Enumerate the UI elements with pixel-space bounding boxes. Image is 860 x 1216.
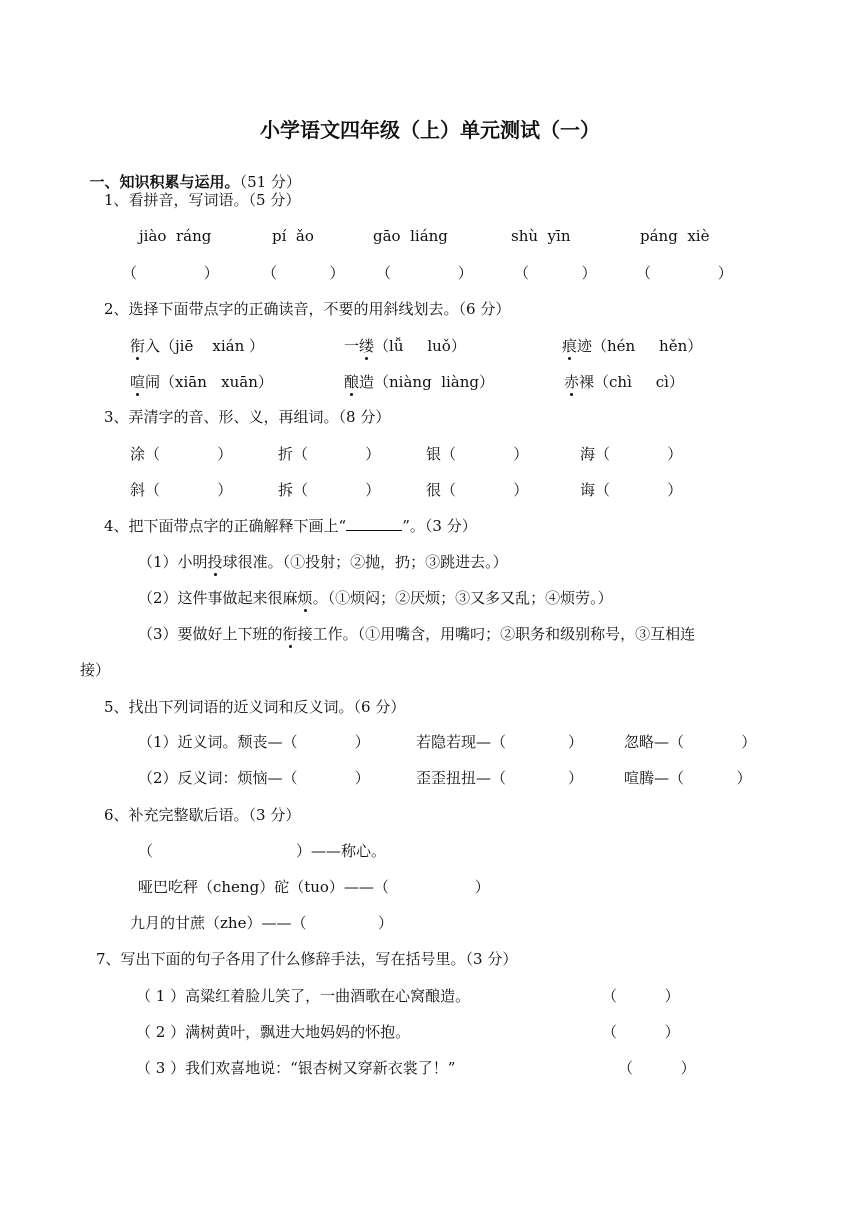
q7-item: （ 3 ）我们欢喜地说：“银杏树又穿新衣裳了！” [136, 1059, 456, 1077]
q3-answer[interactable]: （ ） [293, 445, 381, 463]
q1-pinyin-4: shù yīn [511, 227, 571, 245]
q3-item: 斜（ ） [130, 481, 233, 499]
q3-answer[interactable]: （ ） [293, 481, 381, 499]
q2-item: 赤裸（chì cì） [564, 373, 684, 391]
q1-answer-3[interactable]: （ ） [376, 264, 473, 282]
q4-prompt: 4、把下面带点字的正确解释下画上“ ”。（3 分） [104, 517, 477, 535]
q6-line-3: 九月的甘蔗（zhe）——（ ） [130, 914, 393, 932]
q3-answer[interactable]: （ ） [145, 481, 233, 499]
q5-row1-b: 若隐若现—（ ） [416, 733, 583, 751]
q7-prompt: 7、写出下面的句子各用了什么修辞手法，写在括号里。（3 分） [96, 950, 518, 968]
q1-answer-5[interactable]: （ ） [636, 264, 733, 282]
q7-answer[interactable]: （ ） [618, 1059, 696, 1077]
section-heading [80, 153, 301, 192]
q3-item: 诲（ ） [580, 481, 683, 499]
q1-prompt: 1、看拼音，写词语。（5 分） [104, 191, 301, 209]
q2-item: 酿造（niàng liàng） [344, 373, 495, 391]
q5-row2-a: （2）反义词：烦恼—（ ） [138, 769, 370, 787]
section-label: 一、知识积累与运用。 [89, 173, 240, 191]
q7-answer[interactable]: （ ） [602, 987, 680, 1005]
q1-pinyin-1: jiào ráng [139, 227, 212, 245]
q3-answer[interactable]: （ ） [595, 445, 683, 463]
q2-item: 痕迹（hén hěn） [562, 337, 703, 355]
q1-answer-4[interactable]: （ ） [514, 264, 597, 282]
q6-line-2: 哑巴吃秤（cheng）砣（tuo）——（ ） [138, 878, 490, 896]
q4-line-1: （1）小明投球很准。（①投射；②抛，扔；③跳进去。） [138, 553, 508, 571]
q2-item: 喧闹（xiān xuān） [130, 373, 273, 391]
q2-item: 衔入（jiē xián ） [130, 337, 265, 355]
q5-row2-c: 喧腾—（ ） [624, 769, 752, 787]
q4-line-3: （3）要做好上下班的衔接工作。（①用嘴含，用嘴叼；②职务和级别称号，③互相连 [138, 625, 696, 643]
q3-prompt: 3、弄清字的音、形、义，再组词。（8 分） [104, 408, 391, 426]
q7-item: （ 2 ）满树黄叶，飘进大地妈妈的怀抱。 [136, 1023, 411, 1041]
q1-pinyin-3: gāo liáng [373, 227, 448, 245]
q5-row1-c: 忽略—（ ） [624, 733, 757, 751]
q3-answer[interactable]: （ ） [441, 481, 529, 499]
q4-line-3-cont: 接） [80, 661, 111, 679]
q1-answer-1[interactable]: （ ） [122, 264, 219, 282]
q2-prompt: 2、选择下面带点字的正确读音，不要的用斜线划去。（6 分） [104, 300, 511, 318]
q6-prompt: 6、补充完整歇后语。（3 分） [104, 806, 301, 824]
q1-answer-2[interactable]: （ ） [262, 264, 345, 282]
q6-line-1: （ ）——称心。 [138, 842, 387, 860]
q4-line-2: （2）这件事做起来很麻烦。（①烦闷；②厌烦；③又多又乱；④烦劳。） [138, 589, 613, 607]
q3-answer[interactable]: （ ） [441, 445, 529, 463]
q3-item: 银（ ） [426, 445, 529, 463]
section-score: （51 分） [239, 173, 301, 191]
q5-row1-a: （1）近义词。颓丧—（ ） [138, 733, 370, 751]
q5-prompt: 5、找出下列词语的近义词和反义词。（6 分） [104, 698, 406, 716]
q3-answer[interactable]: （ ） [145, 445, 233, 463]
underline-sample [346, 518, 402, 531]
q3-item: 很（ ） [426, 481, 529, 499]
q3-item: 拆（ ） [278, 481, 381, 499]
q7-item: （ 1 ）高粱红着脸儿笑了，一曲酒歌在心窝酿造。 [136, 987, 471, 1005]
q3-answer[interactable]: （ ） [595, 481, 683, 499]
page-title: 小学语文四年级（上）单元测试（一） [260, 118, 600, 142]
q1-pinyin-5: páng xiè [640, 227, 710, 245]
q5-row2-b: 歪歪扭扭—（ ） [416, 769, 583, 787]
q3-item: 海（ ） [580, 445, 683, 463]
q3-item: 涂（ ） [130, 445, 233, 463]
q2-item: 一缕（lǚ luǒ） [344, 337, 466, 355]
q3-item: 折（ ） [278, 445, 381, 463]
q7-answer[interactable]: （ ） [602, 1023, 680, 1041]
q1-pinyin-2: pí ǎo [272, 227, 314, 245]
